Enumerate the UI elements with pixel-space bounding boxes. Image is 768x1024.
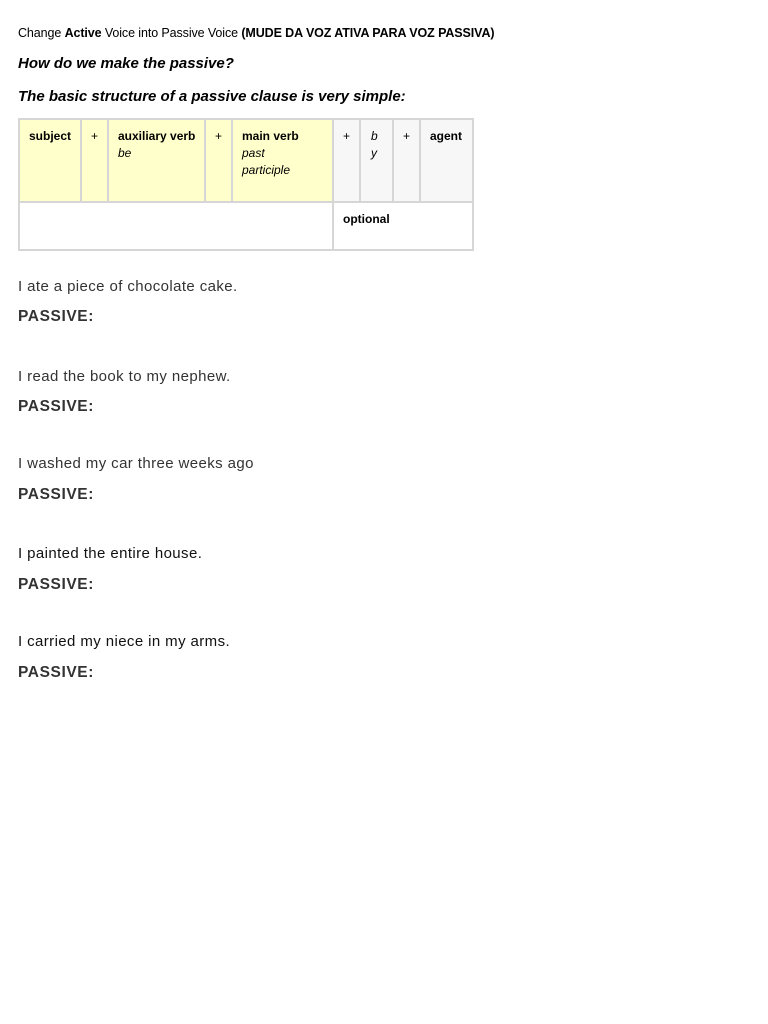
plus-sign: +: [402, 129, 410, 143]
cell-empty: [19, 202, 333, 250]
document-title: [18, 25, 494, 41]
question-heading: How do we make the passive?: [18, 55, 234, 72]
by-letter: b: [371, 129, 378, 143]
cell-main-verb: [232, 119, 333, 202]
optional-label: optional: [343, 212, 390, 226]
subject-label: subject: [29, 129, 72, 143]
cell-agent: [420, 119, 473, 202]
table-row: [19, 202, 473, 250]
auxiliary-sub: be: [118, 146, 132, 160]
cell-plus: [393, 119, 420, 202]
passive-label: PASSIVE:: [18, 398, 95, 415]
title-part-3: Voice into Passive Voice: [101, 26, 242, 40]
cell-plus: [205, 119, 232, 202]
title-part-4: (MUDE DA VOZ ATIVA PARA VOZ PASSIVA): [241, 26, 495, 40]
passive-structure-table: [18, 118, 474, 251]
table-row: [19, 119, 473, 202]
exercise-sentence: I painted the entire house.: [18, 545, 203, 562]
plus-sign: +: [214, 129, 222, 143]
exercise-sentence: I ate a piece of chocolate cake.: [18, 278, 238, 295]
passive-label: PASSIVE:: [18, 576, 95, 593]
cell-plus: [333, 119, 360, 202]
title-part-1: Change: [18, 26, 65, 40]
plus-sign: +: [90, 129, 98, 143]
cell-optional: [333, 202, 473, 250]
agent-label: agent: [430, 129, 463, 143]
cell-plus: [81, 119, 108, 202]
structure-heading: The basic structure of a passive clause is very simple:: [18, 88, 406, 105]
passive-label: PASSIVE:: [18, 486, 95, 503]
cell-subject: [19, 119, 81, 202]
auxiliary-label: auxiliary verb: [118, 129, 196, 143]
exercise-sentence: I washed my car three weeks ago: [18, 455, 254, 472]
passive-label: PASSIVE:: [18, 308, 95, 325]
main-verb-sub: past: [242, 146, 265, 160]
exercise-sentence: I carried my niece in my arms.: [18, 633, 231, 650]
title-part-2: Active: [64, 26, 102, 40]
main-verb-label: main verb: [242, 129, 299, 143]
cell-by: [360, 119, 393, 202]
plus-sign: +: [342, 129, 350, 143]
passive-label: PASSIVE:: [18, 664, 95, 681]
cell-auxiliary-verb: [108, 119, 205, 202]
exercise-sentence: I read the book to my nephew.: [18, 368, 231, 385]
by-letter: y: [371, 146, 377, 160]
main-verb-sub: participle: [242, 163, 291, 177]
